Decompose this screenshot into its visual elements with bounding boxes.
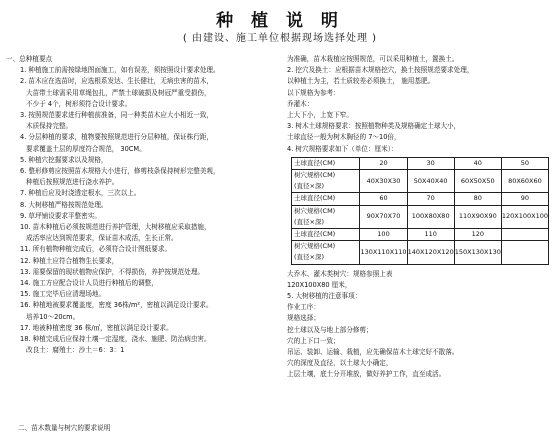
row-label: 树穴规格(CM) (直径×深) bbox=[292, 241, 360, 264]
text-line: 10. 苗木种植后必须按规范进行养护管理，大树移植应采取措施， bbox=[20, 223, 211, 232]
text-line: 13. 需要保留的现状植物应保护，不得损伤，养护按规范处理。 bbox=[20, 267, 205, 276]
text-line: 吊运、装卸、运输、栽植，应先确保苗木土球完好不散落。 bbox=[287, 348, 459, 357]
text-line: 成活率应达到规范要求，保证苗木成活，生长正常。 bbox=[26, 234, 178, 243]
table-cell: 50 bbox=[501, 157, 548, 169]
text-line: 14. 施工方应配合设计人员进行种植后的调整， bbox=[20, 279, 158, 288]
text-line: 以种植土为主，若土质较差必须换土， 施用基肥。 bbox=[287, 77, 435, 86]
table-cell: 50X40X40 bbox=[407, 170, 454, 193]
text-line: 6. 整形修剪应按照苗木规格大小进行，修剪枝条保持树形完整美观， bbox=[20, 167, 220, 176]
text-line: 18. 种植完成后应保持土壤一定湿度，浇水、施肥、防治病虫害。 bbox=[20, 335, 211, 344]
text-line: 上大下小，上宽下窄。 bbox=[287, 111, 353, 120]
text-line: 2. 苗木应在选苗时，应选根系发达、生长健壮，无病虫害的苗木， bbox=[20, 77, 214, 86]
table-cell: 80 bbox=[454, 193, 501, 205]
text-line: 12. 种植土应符合植物生长要求， bbox=[20, 256, 119, 265]
table-cell: 60X50X50 bbox=[454, 170, 501, 193]
text-line: 土球直径一般为树木胸径的 7～10倍， bbox=[287, 133, 401, 142]
text-line: 木质保持完整。 bbox=[26, 122, 73, 131]
text-line: 乔灌木： bbox=[287, 99, 314, 108]
table-cell bbox=[501, 229, 548, 241]
row-label: 树穴规格(CM) (直径×深) bbox=[292, 205, 360, 228]
page-title: 种 植 说 明 bbox=[216, 11, 344, 31]
text-line: 上层土壤，底土分开堆放，做好养护工作，直至成活。 bbox=[287, 370, 446, 379]
table-cell bbox=[501, 241, 548, 264]
table-cell: 40X30X30 bbox=[360, 170, 407, 193]
text-line: 规格选择； bbox=[287, 314, 320, 323]
table-cell: 110X90X90 bbox=[454, 205, 501, 228]
text-line: 7. 种植后应及时浇透定根水，三次以上。 bbox=[20, 189, 141, 198]
table-cell: 90 bbox=[501, 193, 548, 205]
table-cell: 120 bbox=[454, 229, 501, 241]
table-row bbox=[292, 205, 549, 228]
table-row bbox=[292, 241, 549, 264]
text-line: 4. 树穴规格要求如下（单位：厘米）： bbox=[287, 144, 398, 153]
text-line: 以下规格为参考： bbox=[287, 88, 340, 97]
text-line: 挖土球以及与地上部分修剪； bbox=[287, 325, 373, 334]
text-line: 培养10～20cm。 bbox=[26, 312, 80, 321]
text-line: 5. 大树移植的注意事项： bbox=[287, 292, 362, 301]
left-column bbox=[6, 54, 276, 356]
table-cell: 140X120X120 bbox=[407, 241, 454, 264]
text-line: 17. 地被种植密度 36 株/㎡，密植以满足设计要求。 bbox=[20, 323, 173, 332]
text-line: 种植后按照规范进行浇水养护。 bbox=[26, 178, 119, 187]
text-line: 穴的深度及直径，以土球大小确定， bbox=[287, 359, 393, 368]
text-line: 不少于 4个，树形须符合设计要求。 bbox=[26, 99, 132, 108]
table-cell: 130X110X110 bbox=[360, 241, 407, 264]
table-row bbox=[292, 193, 549, 205]
text-line: 8. 大树移植严格按规范处理。 bbox=[20, 200, 108, 209]
table-cell: 110 bbox=[407, 229, 454, 241]
row-label: 树穴规格(CM) (直径×深) bbox=[292, 170, 360, 193]
section-heading: 一、总种植要点 bbox=[6, 55, 53, 63]
table-cell: 60 bbox=[360, 193, 407, 205]
right-column bbox=[287, 54, 549, 381]
section-footer: 二、苗木数量与树穴的要求说明 bbox=[18, 424, 111, 432]
table-cell: 150X130X130 bbox=[454, 241, 501, 264]
row-label: 土球直径(CM) bbox=[292, 193, 360, 205]
text-line: 16. 种植地被要求覆盖度，密度 36株/m²，密植以满足设计要求。 bbox=[20, 301, 213, 310]
text-line: 1. 种植施工前需按绿地图面施工，如有误差，须按照设计要求处理。 bbox=[20, 66, 220, 75]
table-cell: 70 bbox=[407, 193, 454, 205]
table-row bbox=[292, 170, 549, 193]
text-line: 3. 树木土球规格要求：按照植物种类及规格确定土球大小， bbox=[287, 122, 461, 131]
text-line: 为准确，苗木栽植应按照规范，可以采用种植土，置换土。 bbox=[287, 55, 459, 63]
text-line: 15. 施工完毕后应清理场地。 bbox=[20, 290, 106, 299]
text-line: 3. 按照规范要求进行种植前准备，同一种类苗木应大小相近一致， bbox=[20, 111, 214, 120]
table-row bbox=[292, 157, 549, 169]
text-line: 穴的上下口一致； bbox=[287, 336, 340, 345]
text-line: 改良土：腐殖土：沙土＝6：3：1 bbox=[26, 346, 125, 355]
table-cell: 90X70X70 bbox=[360, 205, 407, 228]
text-line: 2. 挖穴及换土：应根据苗木规格挖穴，换土按照规范要求处理， bbox=[287, 66, 474, 75]
row-label: 土球直径(CM) bbox=[292, 229, 360, 241]
text-line: 大乔木、灌木类树穴：规格参照上表 bbox=[287, 269, 393, 278]
page-subtitle: ( 由建设、施工单位根据现场选择处理 ) bbox=[182, 33, 378, 44]
text-line: 5. 种植穴挖掘要求以及规格， bbox=[20, 155, 108, 164]
text-line: 大苗带土球需采用草绳包扎，严禁土球破损及树冠严重受损伤， bbox=[26, 88, 211, 97]
text-line: 120X100X80 厘米， bbox=[287, 280, 352, 289]
table-row bbox=[292, 229, 549, 241]
table-cell: 120X100X100 bbox=[501, 205, 548, 228]
row-label: 土球直径(CM) bbox=[292, 157, 360, 169]
pit-size-table bbox=[291, 157, 549, 265]
table-cell: 100X80X80 bbox=[407, 205, 454, 228]
table-cell: 40 bbox=[454, 157, 501, 169]
table-cell: 100 bbox=[360, 229, 407, 241]
table-cell: 80X60X60 bbox=[501, 170, 548, 193]
text-line: 9. 草坪铺设要求平整密实。 bbox=[20, 211, 101, 220]
table-cell: 20 bbox=[360, 157, 407, 169]
text-line: 要求覆盖土层的厚度符合规范， 30CM。 bbox=[26, 144, 146, 153]
text-line: 4. 分层种植的要求，植物要按照规范进行分层种植，保证株行距， bbox=[20, 133, 214, 142]
table-cell: 30 bbox=[407, 157, 454, 169]
text-line: 11. 所有植物种植完成后，必须符合设计图纸要求。 bbox=[20, 245, 172, 254]
text-line: 作业工序： bbox=[287, 303, 320, 312]
